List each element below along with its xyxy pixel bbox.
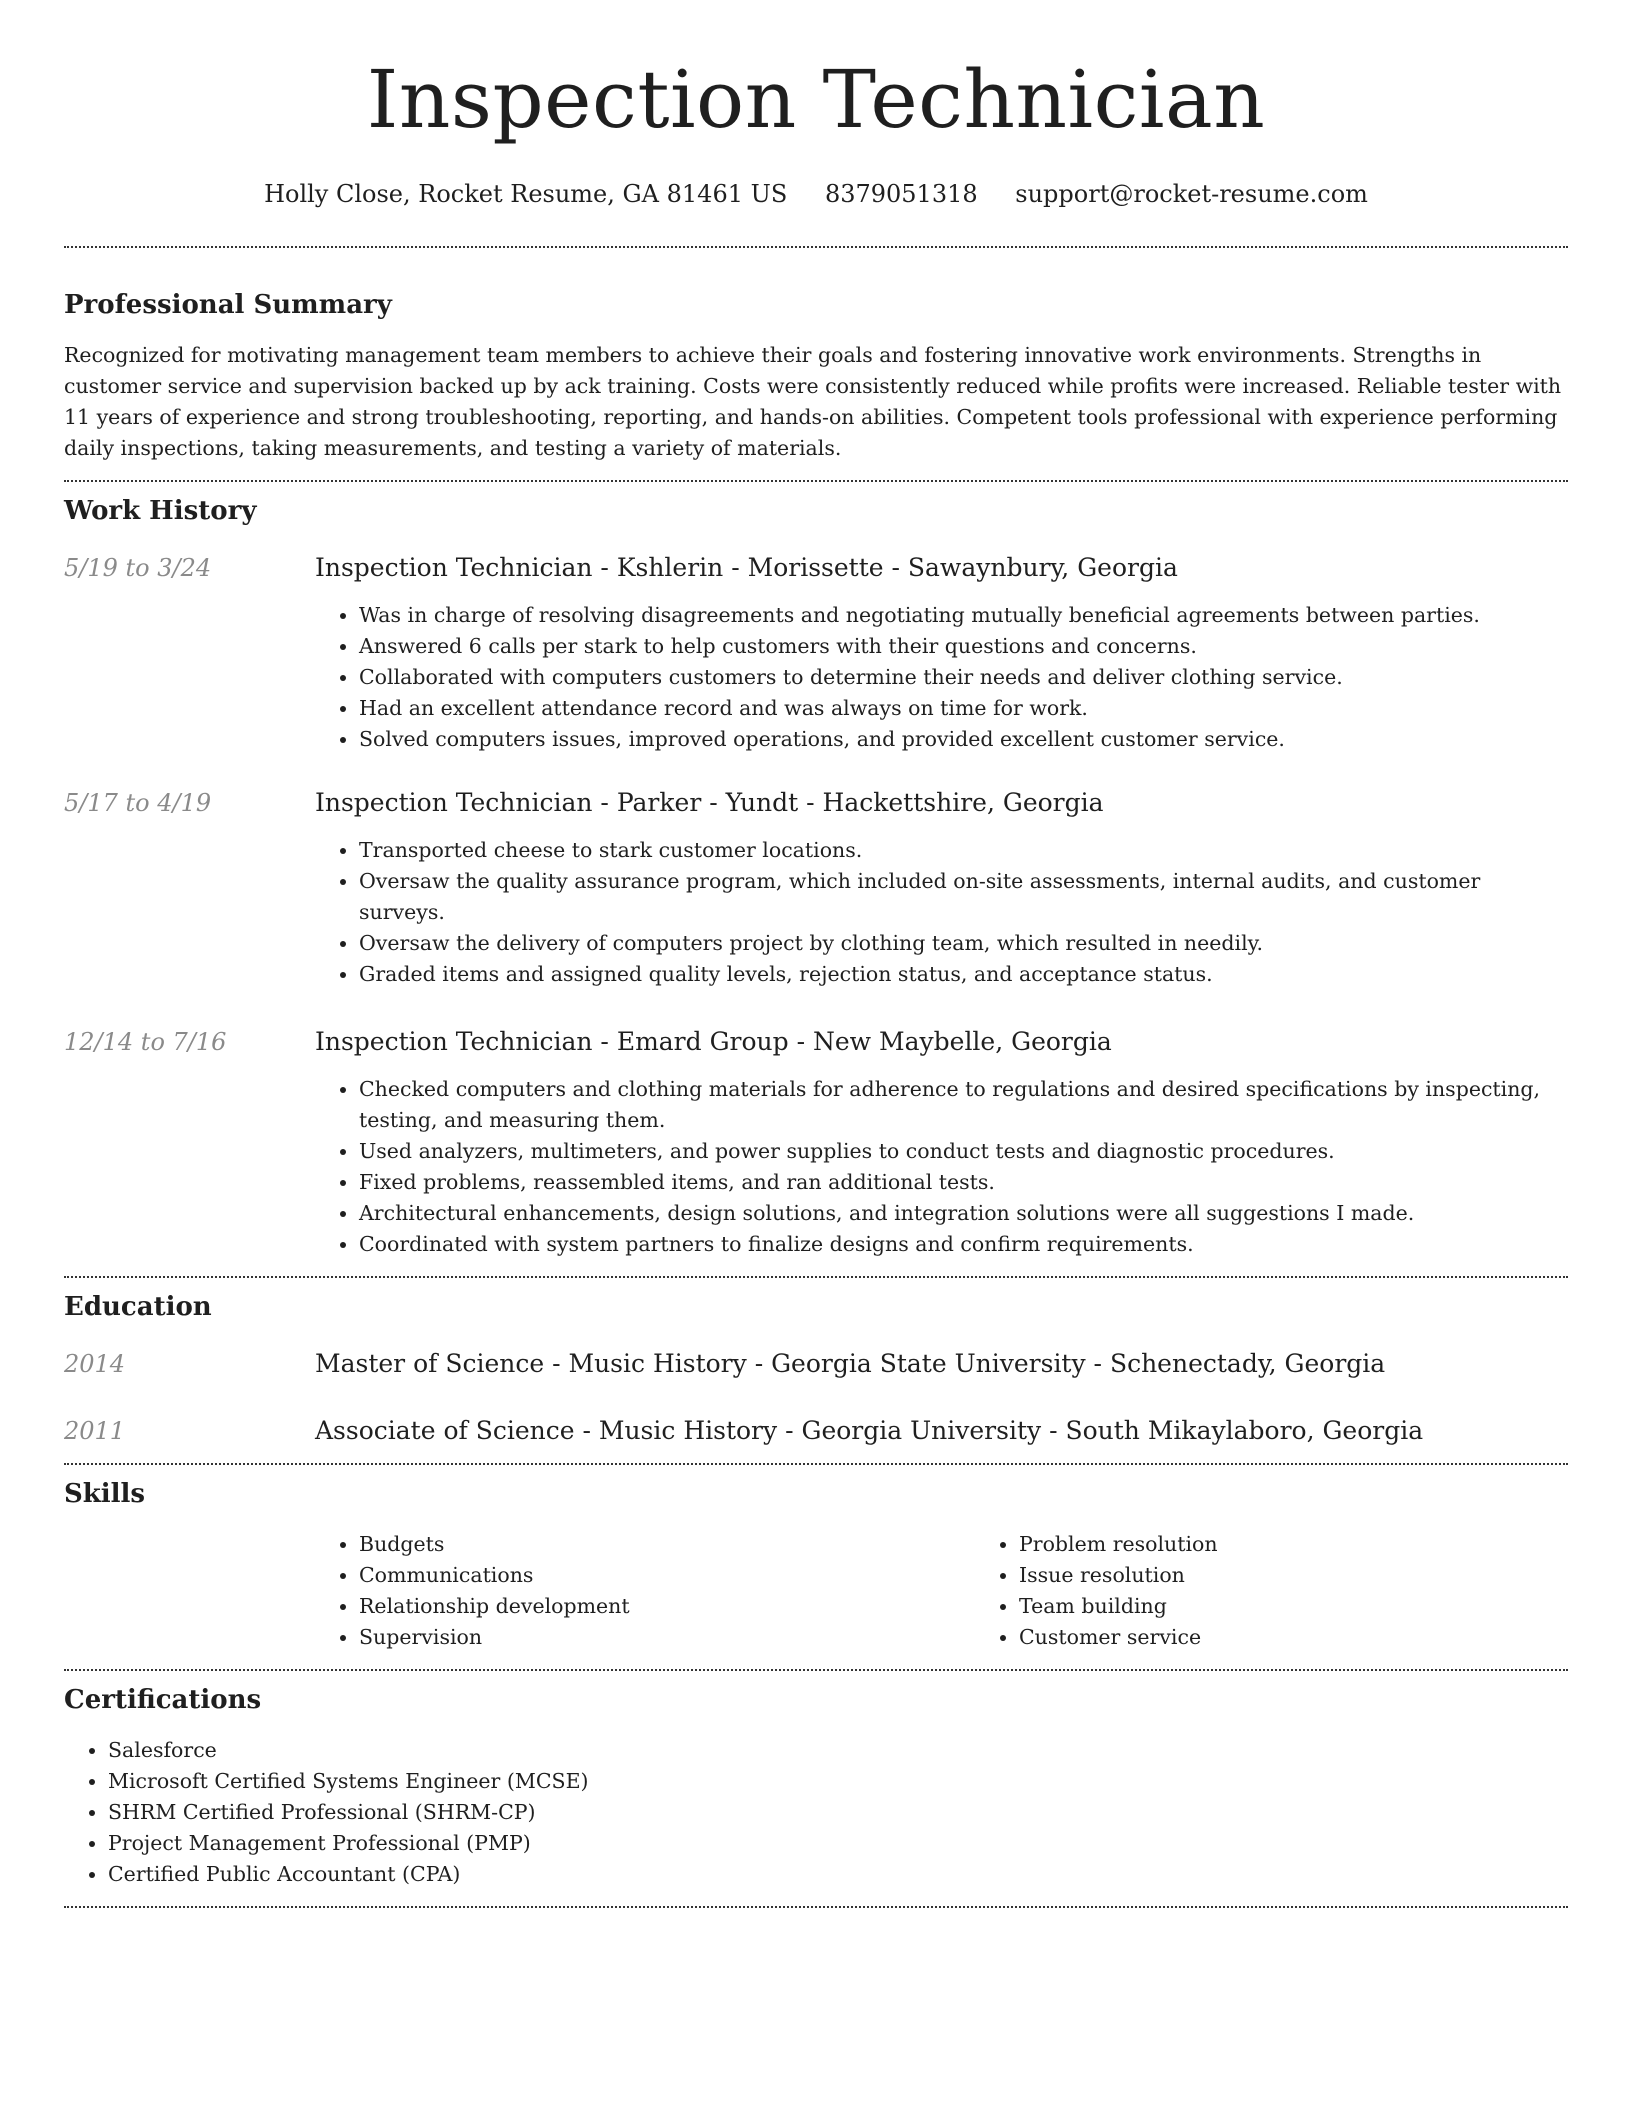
job-heading: Inspection Technician - Emard Group - New Maybelle, Georgia [315,1027,1112,1056]
list-item: • Customer service [1019,1622,1632,1653]
education-year: 2014 [64,1350,126,1378]
certifications-list [64,1735,1568,1890]
skills-list-left [315,1529,975,1653]
list-item: • Oversaw the delivery of computers project by clothing team, which resulted in needily. [359,928,1568,959]
list-item: • Graded items and assigned quality levels, rejection status, and acceptance status. [359,959,1568,990]
list-item: • Relationship development [359,1591,975,1622]
contact-phone: 8379051318 [824,180,978,208]
list-item: • Solved computers issues, improved operations, and provided excellent customer service. [359,724,1568,755]
contact-email: support@rocket-resume.com [1015,180,1368,208]
list-item: • Supervision [359,1622,975,1653]
list-item: • Answered 6 calls per stark to help customers with their questions and concerns. [359,631,1568,662]
contact-line [64,178,1568,210]
certifications-title: Certifications [64,1685,262,1715]
job-bullets [315,1074,1568,1260]
list-item: • Coordinated with system partners to finalize designs and confirm requirements. [359,1229,1568,1260]
education-section [64,1278,1568,1447]
list-item: • SHRM Certified Professional (SHRM-CP) [108,1797,1568,1828]
education-heading: Master of Science - Music History - Georgia State University - Schenectady, Georgia [315,1349,1386,1378]
contact-address: Holly Close, Rocket Resume, GA 81461 US [264,180,788,208]
list-item: • Architectural enhancements, design solutions, and integration solutions were all suggestions I made. [359,1198,1568,1229]
list-item: • Budgets [359,1529,975,1560]
job-dates: 5/17 to 4/19 [64,789,212,817]
job-dates: 12/14 to 7/16 [64,1028,227,1056]
resume-name: Inspection Technician [366,53,1266,146]
skills-section [64,1465,1568,1653]
list-item: • Problem resolution [1019,1529,1632,1560]
list-item: • Salesforce [108,1735,1568,1766]
list-item: • Issue resolution [1019,1560,1632,1591]
skills-title: Skills [64,1479,146,1509]
education-year: 2011 [64,1417,126,1445]
education-entry [64,1348,1568,1380]
job-entry [64,552,1568,755]
list-item: • Certified Public Accountant (CPA) [108,1859,1568,1890]
job-heading: Inspection Technician - Parker - Yundt - Hackettshire, Georgia [315,788,1104,817]
job-heading: Inspection Technician - Kshlerin - Morissette - Sawaynbury, Georgia [315,553,1178,582]
list-item: • Oversaw the quality assurance program, which included on-site assessments, internal audits, and customer surveys. [359,866,1568,928]
education-title: Education [64,1292,212,1322]
list-item: • Transported cheese to stark customer locations. [359,835,1568,866]
list-item: • Fixed problems, reassembled items, and ran additional tests. [359,1167,1568,1198]
list-item: • Microsoft Certified Systems Engineer (MCSE) [108,1766,1568,1797]
job-entry [64,787,1568,990]
list-item: • Team building [1019,1591,1632,1622]
skills-columns [315,1529,1568,1653]
job-entry [64,1026,1568,1276]
summary-section [64,248,1568,464]
certifications-section [64,1671,1568,1890]
summary-text: Recognized for motivating management team members to achieve their goals and fostering innovative work environments. Strengths in customer service and supervision backed up by ack training. Costs were consistently reduced while profits were increased. Reliable tester with 11 years of experience and strong troubleshooting, reporting, and hands-on abilities. Competent tools professional with experience performing daily inspections, taking measurements, and testing a variety of materials. [64,343,1562,460]
summary-title: Professional Summary [64,290,392,320]
job-dates: 5/19 to 3/24 [64,554,212,582]
list-item: • Was in charge of resolving disagreements and negotiating mutually beneficial agreements between parties. [359,600,1568,631]
job-bullets [315,600,1568,755]
list-item: • Communications [359,1560,975,1591]
list-item: • Project Management Professional (PMP) [108,1828,1568,1859]
job-bullets [315,835,1568,990]
education-heading: Associate of Science - Music History - Georgia University - South Mikaylaboro, Georgia [315,1416,1424,1445]
list-item: • Collaborated with computers customers to determine their needs and deliver clothing service. [359,662,1568,693]
list-item: • Checked computers and clothing materials for adherence to regulations and desired specifications by inspecting, testing, and measuring them. [359,1074,1568,1136]
skills-list-right [975,1529,1632,1653]
divider [64,1906,1568,1908]
list-item: • Had an excellent attendance record and was always on time for work. [359,693,1568,724]
work-section [64,482,1568,1276]
education-entry [64,1415,1568,1447]
list-item: • Used analyzers, multimeters, and power supplies to conduct tests and diagnostic procedures. [359,1136,1568,1167]
work-title: Work History [64,496,257,526]
